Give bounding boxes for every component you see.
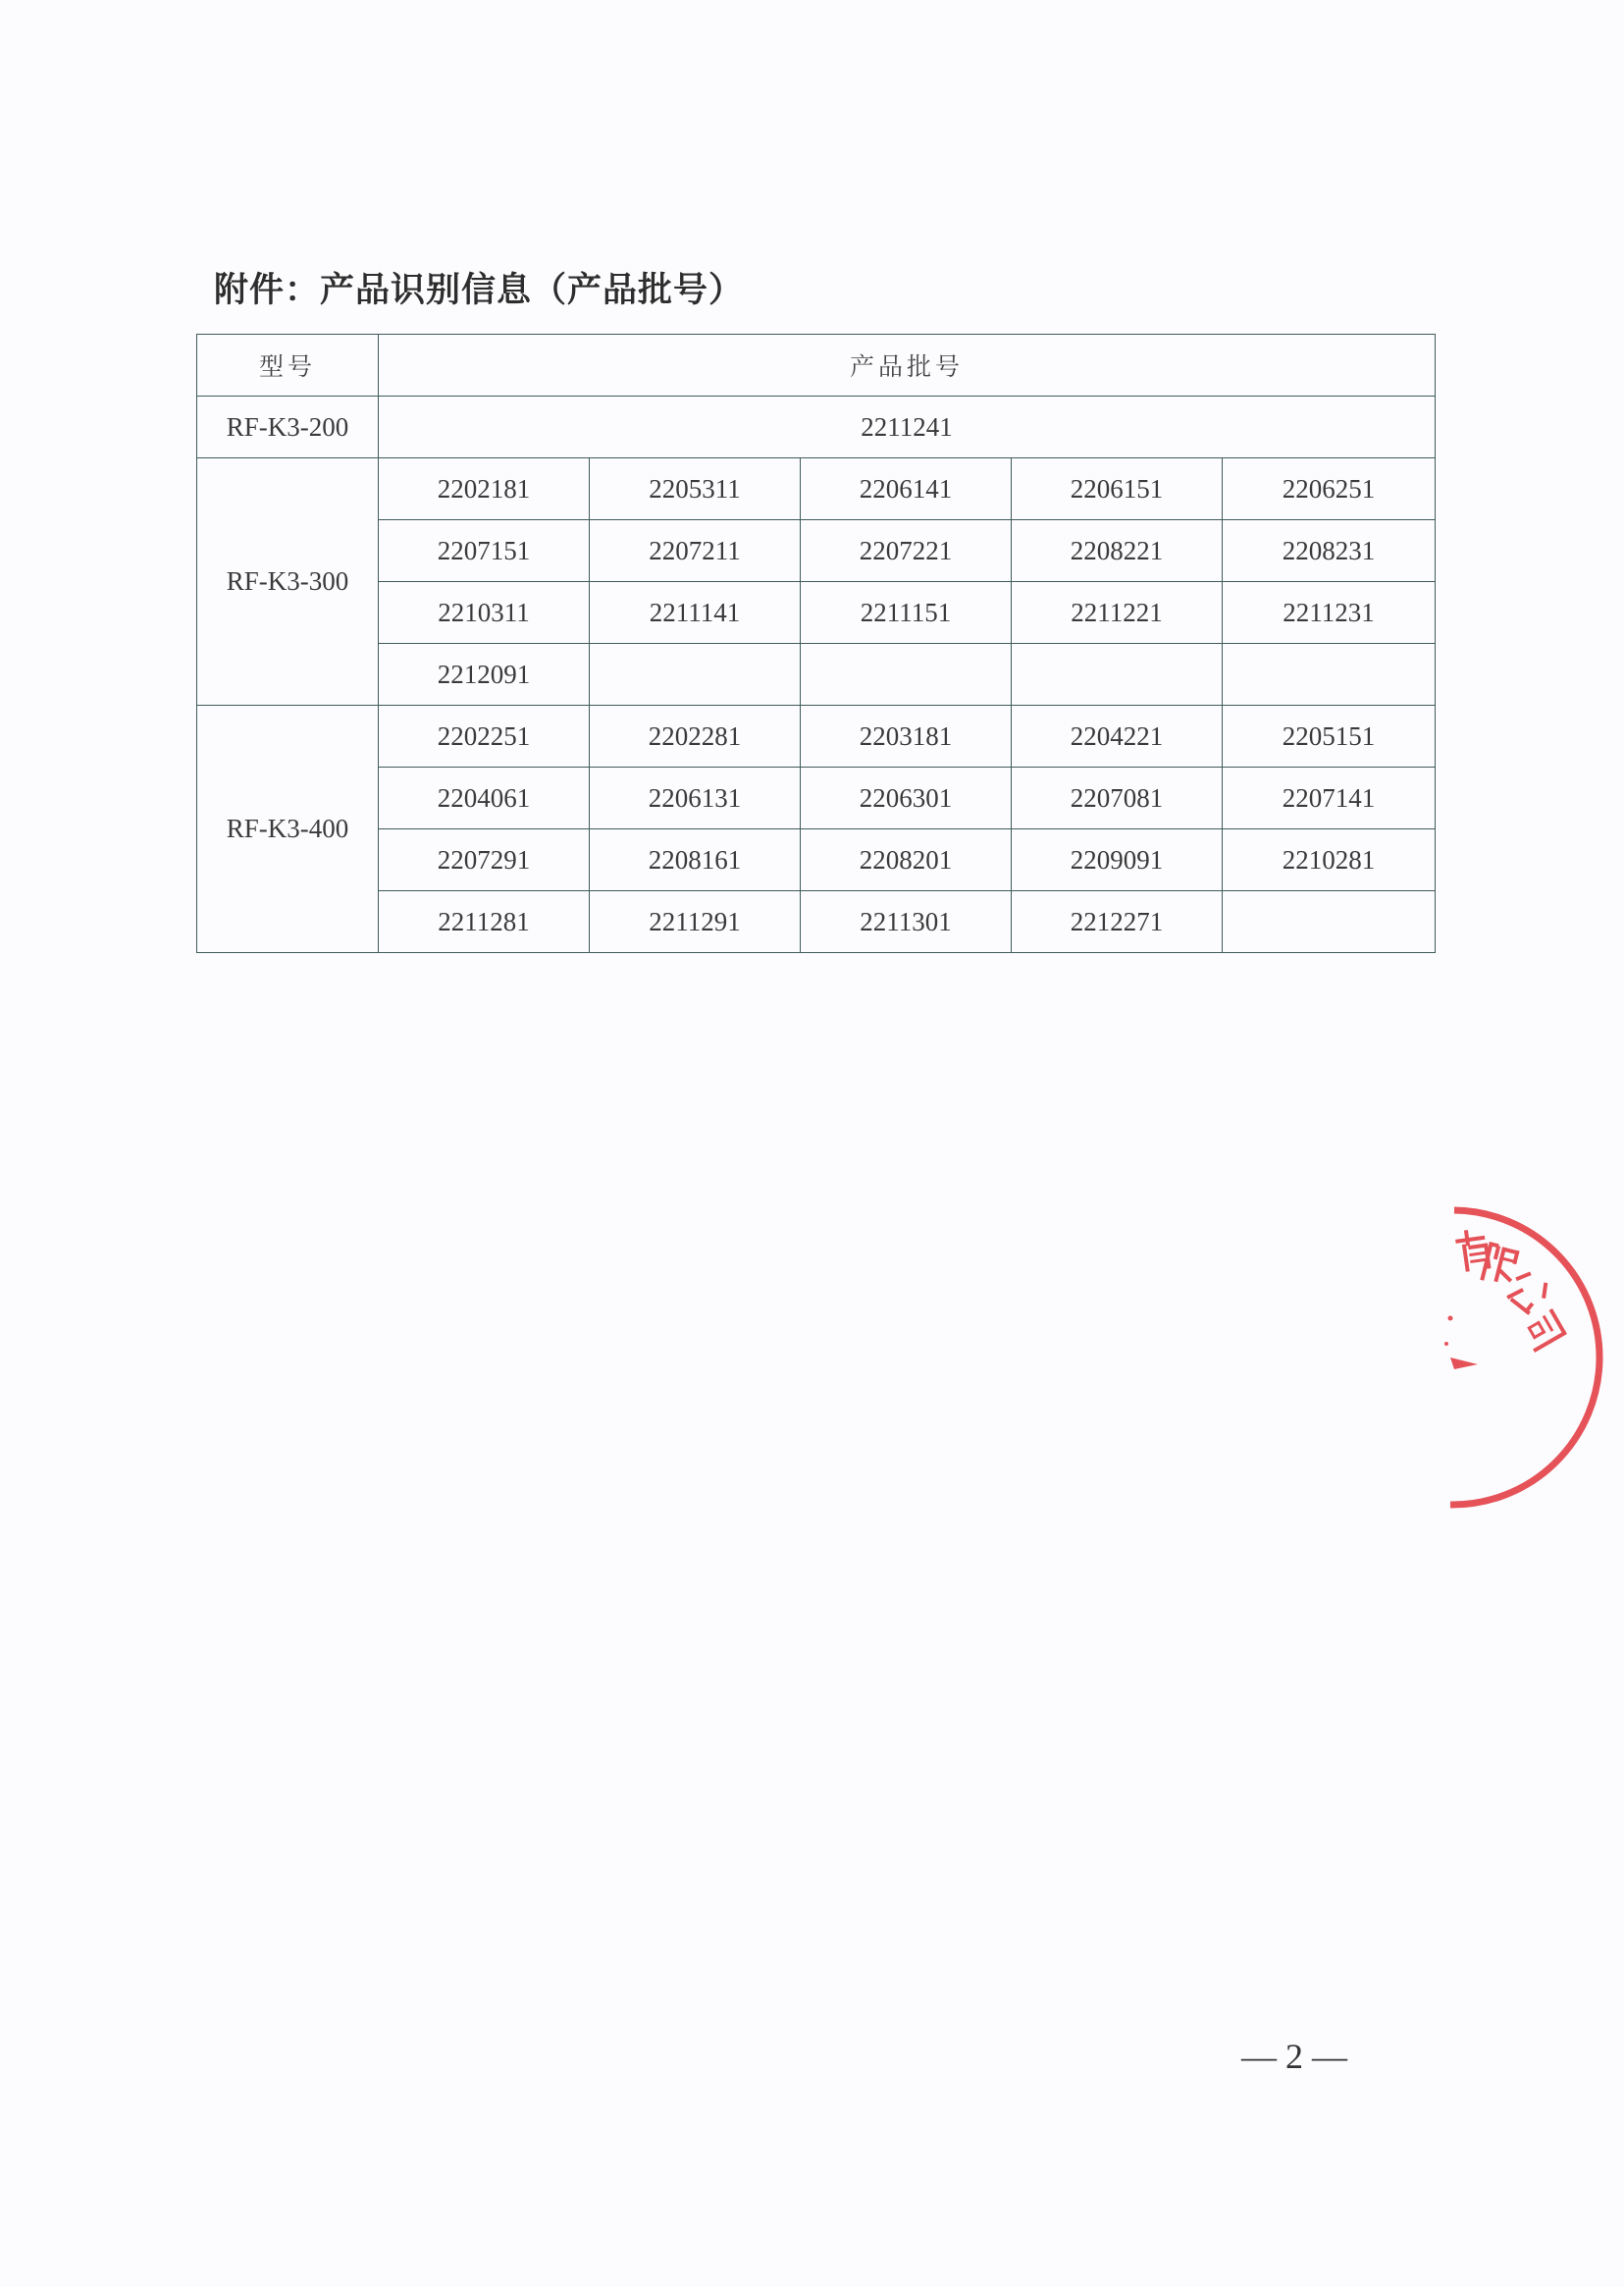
batch-cell: 2211301: [801, 891, 1012, 953]
batch-cell: 2208221: [1012, 520, 1223, 582]
table-row: [197, 768, 1436, 829]
batch-cell: 2206151: [1012, 458, 1223, 520]
batch-cell: 2211241: [379, 397, 1436, 458]
table-header-row: [197, 335, 1436, 397]
batch-cell: 2207151: [379, 520, 590, 582]
batch-cell: 2202281: [590, 706, 801, 768]
batch-cell: 2206141: [801, 458, 1012, 520]
batch-cell: 2202181: [379, 458, 590, 520]
batch-cell: 2211141: [590, 582, 801, 644]
table-row: [197, 644, 1436, 706]
batch-cell: 2208161: [590, 829, 801, 891]
batch-cell: 2212271: [1012, 891, 1223, 953]
model-cell: RF-K3-300: [197, 458, 379, 706]
model-cell: RF-K3-200: [197, 397, 379, 458]
batch-cell: [590, 644, 801, 706]
batch-cell: 2211291: [590, 891, 801, 953]
batch-cell: 2212091: [379, 644, 590, 706]
batch-cell: 2211221: [1012, 582, 1223, 644]
batch-cell: 2204061: [379, 768, 590, 829]
batch-cell: 2211231: [1223, 582, 1436, 644]
batch-cell: 2206301: [801, 768, 1012, 829]
attachment-heading: 附件：产品识别信息（产品批号）: [214, 271, 745, 310]
table-row: [197, 458, 1436, 520]
batch-cell: 2211151: [801, 582, 1012, 644]
batch-cell: 2203181: [801, 706, 1012, 768]
batch-cell: 2208201: [801, 829, 1012, 891]
table-row: [197, 582, 1436, 644]
batch-column-header: 产品批号: [379, 335, 1436, 397]
batch-cell: [1012, 644, 1223, 706]
model-cell: RF-K3-400: [197, 706, 379, 953]
seal-graphic: [1335, 1202, 1624, 1516]
batch-cell: 2202251: [379, 706, 590, 768]
batch-cell: 2205311: [590, 458, 801, 520]
batch-cell: 2210281: [1223, 829, 1436, 891]
table-row: [197, 397, 1436, 458]
batch-cell: 2211281: [379, 891, 590, 953]
table-row: [197, 706, 1436, 768]
batch-cell: 2207211: [590, 520, 801, 582]
batch-cell: 2204221: [1012, 706, 1223, 768]
batch-cell: 2205151: [1223, 706, 1436, 768]
batch-cell: 2208231: [1223, 520, 1436, 582]
company-seal-stamp: [1335, 1202, 1624, 1516]
batch-cell: 2207081: [1012, 768, 1223, 829]
batch-cell: 2206131: [590, 768, 801, 829]
batch-cell: 2207291: [379, 829, 590, 891]
table-row: [197, 891, 1436, 953]
batch-cell: [801, 644, 1012, 706]
batch-cell: 2207221: [801, 520, 1012, 582]
batch-cell: 2210311: [379, 582, 590, 644]
table-row: [197, 829, 1436, 891]
batch-cell: [1223, 644, 1436, 706]
batch-cell: 2207141: [1223, 768, 1436, 829]
batch-cell: 2206251: [1223, 458, 1436, 520]
page-number: — 2 —: [1241, 2037, 1347, 2076]
table-row: [197, 520, 1436, 582]
batch-cell: 2209091: [1012, 829, 1223, 891]
batch-table: [196, 334, 1436, 953]
batch-cell: [1223, 891, 1436, 953]
model-column-header: 型号: [197, 335, 379, 397]
